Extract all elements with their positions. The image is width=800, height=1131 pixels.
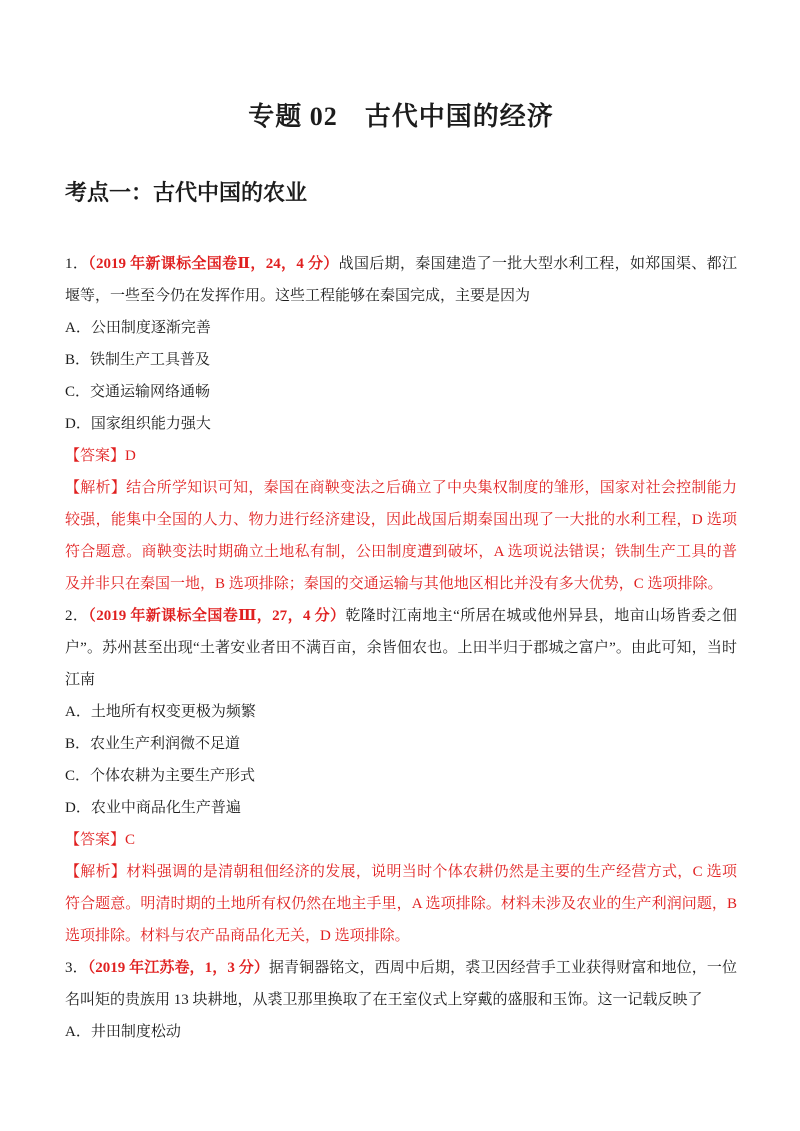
question-3-stem <box>65 952 737 1016</box>
question-2-option-b: B．农业生产利润微不足道 <box>65 736 241 752</box>
section-heading: 考点一：古代中国的农业 <box>65 180 308 205</box>
question-1-answer <box>65 440 737 472</box>
question-2-number: 2． <box>65 608 89 624</box>
answer-value: C <box>125 832 136 848</box>
question-1 <box>65 248 737 600</box>
document-title: 专题 02 古代中国的经济 <box>248 102 554 131</box>
questions-list <box>65 248 737 1048</box>
question-1-analysis <box>65 472 737 600</box>
question-2-option-d: D．农业中商品化生产普遍 <box>65 800 241 816</box>
answer-label: 【答案】 <box>65 832 126 848</box>
question-2-analysis <box>65 856 737 952</box>
question-1-option-c: C．交通运输网络通畅 <box>65 384 211 400</box>
question-1-stem <box>65 248 737 312</box>
question-2-text: 乾隆时江南地主“所居在城或他州异县，地亩山场皆委之佃户”。苏州甚至出现“土著安业者田不满百亩，余皆佃农也。上田半归于郡城之富户”。由此可知，当时江南 <box>65 608 737 688</box>
question-2-answer <box>65 824 737 856</box>
question-2 <box>65 600 737 952</box>
question-2-source: （2019 年新课标全国卷Ⅲ，27，4 分） <box>88 608 346 624</box>
answer-label: 【答案】 <box>65 448 126 464</box>
analysis-text: 结合所学知识可知，秦国在商鞅变法之后确立了中央集权制度的雏形，国家对社会控制能力较强，能集中全国的人力、物力进行经济建设，因此战国后期秦国出现了一大批的水利工程，D 选项符合题意。商鞅变法时期确立土地私有制，公田制度遭到破坏，A 选项说法错误；铁制生产工具的普及并非只在秦国一地，B 选项排除；秦国的交通运输与其他地区相比并没有多大优势，C 选项排除。 <box>65 480 737 592</box>
question-3-source: （2019 年江苏卷，1，3 分） <box>87 960 269 976</box>
question-1-text: 战国后期，秦国建造了一批大型水利工程，如郑国渠、都江堰等，一些至今仍在发挥作用。这些工程能够在秦国完成，主要是因为 <box>65 256 737 304</box>
question-2-option-c: C．个体农耕为主要生产形式 <box>65 768 256 784</box>
question-3-number: 3． <box>65 960 88 976</box>
question-1-option-a: A．公田制度逐渐完善 <box>65 320 211 336</box>
question-1-number: 1． <box>65 256 89 272</box>
analysis-label: 【解析】 <box>65 480 127 496</box>
analysis-text: 材料强调的是清朝租佃经济的发展，说明当时个体农耕仍然是主要的生产经营方式，C 选项符合题意。明清时期的土地所有权仍然在地主手里，A 选项排除。材料未涉及农业的生产利润问题，B 选项排除。材料与农产品商品化无关，D 选项排除。 <box>65 864 737 944</box>
question-3 <box>65 952 737 1048</box>
question-2-option-a: A．土地所有权变更极为频繁 <box>65 704 256 720</box>
analysis-label: 【解析】 <box>65 864 127 880</box>
question-3-text: 据青铜器铭文，西周中后期，裘卫因经营手工业获得财富和地位，一位名叫矩的贵族用 13 块耕地，从裘卫那里换取了在王室仪式上穿戴的盛服和玉饰。这一记载反映了 <box>65 960 737 1008</box>
answer-value: D <box>125 448 136 464</box>
question-2-stem <box>65 600 737 696</box>
question-1-option-d: D．国家组织能力强大 <box>65 416 211 432</box>
question-1-source: （2019 年新课标全国卷Ⅱ，24，4 分） <box>88 256 339 272</box>
question-3-option-a: A．井田制度松动 <box>65 1024 181 1040</box>
question-1-option-b: B．铁制生产工具普及 <box>65 352 211 368</box>
